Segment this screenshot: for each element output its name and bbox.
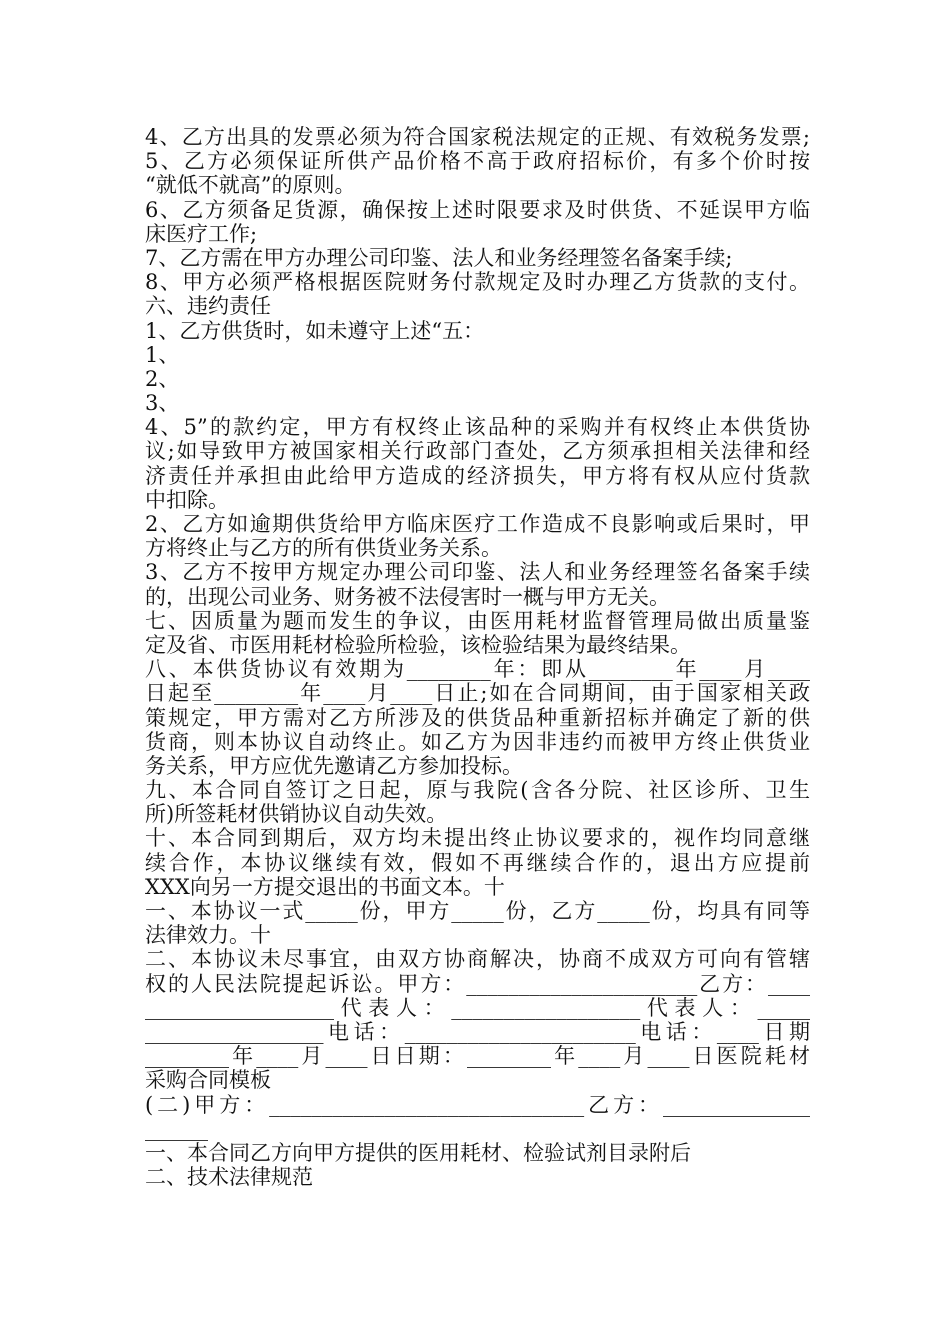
text-line: 权的人民法院提起诉讼。甲方：______________________乙方：____: [145, 971, 810, 996]
text-line: 策规定，甲方需对乙方所涉及的供货品种重新招标并确定了新的供: [145, 705, 810, 730]
text-line: 中扣除。: [145, 487, 229, 512]
text-line: ________年____月____日日期：________年____月____日医院耗材: [145, 1044, 810, 1069]
text-line: 8、甲方必须严格根据医院财务付款规定及时办理乙方货款的支付。: [145, 270, 810, 295]
text-line: 货商，则本协议自动终止。如乙方为因非违约而被甲方终止供货业: [145, 729, 810, 754]
text-line: 二、本协议未尽事宜，由双方协商解决，协商不成双方可向有管辖: [145, 947, 810, 972]
text-line: 床医疗工作;: [145, 221, 258, 246]
text-line: __________________代表人：__________________代表人：_____: [145, 995, 810, 1020]
text-line: 7、乙方需在甲方办理公司印鉴、法人和业务经理签名备案手续;: [145, 245, 733, 270]
text-line: 所)所签耗材供销协议自动失效。: [145, 802, 448, 827]
text-line: 1、: [145, 342, 180, 367]
text-line: 济责任并承担由此给甲方造成的经济损失，甲方将有权从应付货款: [145, 463, 810, 488]
text-line: XXX向另一方提交退出的书面文本。十: [145, 874, 505, 899]
text-line: 一、本合同乙方向甲方提供的医用耗材、检验试剂目录附后: [145, 1140, 691, 1165]
text-line: 九、本合同自签订之日起，原与我院(含各分院、社区诊所、卫生: [145, 778, 810, 803]
text-line: ______: [145, 1116, 208, 1141]
text-line: 2、: [145, 366, 180, 391]
text-line: 日起至________年____月____日止;如在合同期间，由于国家相关政: [145, 681, 810, 706]
text-line: 的，出现公司业务、财务被不法侵害时一概与甲方无关。: [145, 584, 670, 609]
text-line: _________________电话：______________________电话：____日期: [145, 1019, 810, 1044]
text-line: 2、乙方如逾期供货给甲方临床医疗工作造成不良影响或后果时，甲: [145, 512, 810, 536]
text-line: “就低不就高”的原则。: [145, 173, 356, 198]
text-line: 4、5”的款约定，甲方有权终止该品种的采购并有权终止本供货协: [145, 415, 810, 440]
text-line: 6、乙方须备足货源，确保按上述时限要求及时供货、不延误甲方临: [145, 197, 810, 222]
text-line: 一、本协议一式_____份，甲方_____份，乙方_____份，均具有同等: [145, 899, 810, 923]
text-line: 定及省、市医用耗材检验所检验，该检验结果为最终结果。: [145, 632, 691, 657]
text-line: 八、本供货协议有效期为________年：即从________年____月____: [145, 657, 810, 682]
contract-document: [145, 125, 810, 1189]
text-line: 十、本合同到期后，双方均未提出终止协议要求的，视作均同意继: [145, 826, 810, 851]
text-line: 方将终止与乙方的所有供货业务关系。: [145, 536, 502, 561]
text-line: 5、乙方必须保证所供产品价格不高于政府招标价，有多个价时按: [145, 149, 810, 174]
text-line: 七、因质量为题而发生的争议，由医用耗材监督管理局做出质量鉴: [145, 608, 810, 633]
text-line: 议;如导致甲方被国家相关行政部门查处，乙方须承担相关法律和经: [145, 439, 810, 464]
text-line: 务关系，甲方应优先邀请乙方参加投标。: [145, 753, 523, 778]
text-line: (二)甲方：______________________________乙方：______________: [145, 1092, 810, 1117]
text-line: 法律效力。十: [145, 923, 271, 948]
text-line: 二、技术法律规范: [145, 1165, 313, 1190]
text-line: 1、乙方供货时，如未遵守上述“五：: [145, 318, 485, 343]
text-line: 4、乙方出具的发票必须为符合国家税法规定的正规、有效税务发票;: [145, 125, 810, 149]
text-line: 续合作，本协议继续有效，假如不再继续合作的，退出方应提前: [145, 850, 810, 875]
text-line: 3、乙方不按甲方规定办理公司印鉴、法人和业务经理签名备案手续: [145, 560, 810, 585]
text-line: 采购合同模板: [145, 1068, 271, 1093]
section-heading: 六、违约责任: [145, 294, 271, 319]
text-line: 3、: [145, 391, 180, 416]
